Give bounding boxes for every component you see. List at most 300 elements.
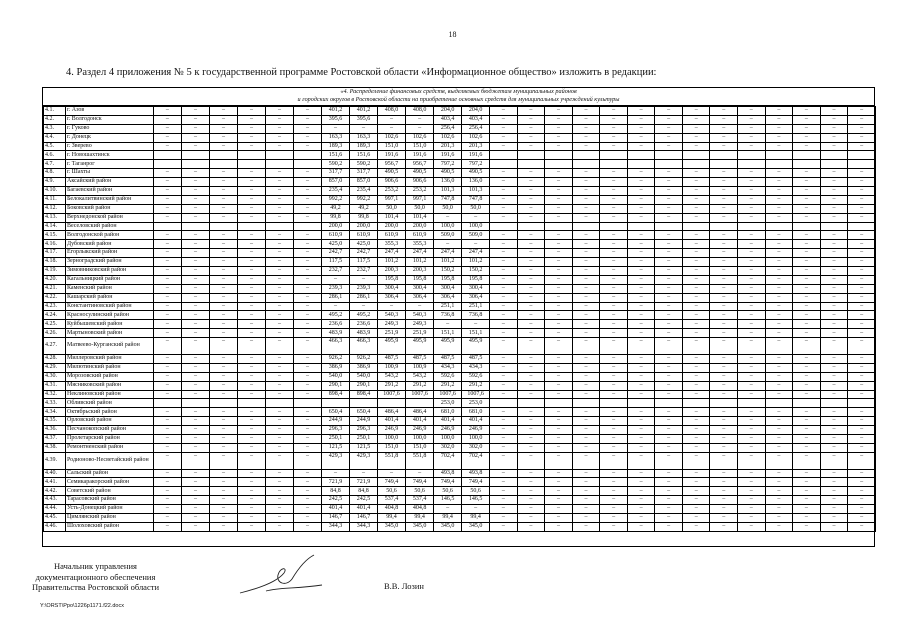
signature-line-3: Правительства Ростовской области (32, 582, 159, 592)
value-cell: – (572, 240, 600, 249)
value-cell: – (572, 469, 600, 478)
value-cell: – (545, 469, 573, 478)
value-cell (627, 399, 655, 408)
value-cell: – (765, 240, 793, 249)
value-cell (378, 399, 406, 408)
value-cell: 296,3 (322, 426, 350, 435)
value-cell: – (682, 452, 710, 469)
value-cell: – (153, 169, 181, 178)
value-cell: – (209, 275, 237, 284)
value-cell: 408,0 (378, 107, 406, 116)
value-cell: – (848, 249, 876, 258)
value-cell: 151,6 (322, 151, 350, 160)
value-cell: 395,6 (350, 115, 378, 124)
value-cell: – (517, 258, 545, 267)
value-cell: – (627, 240, 655, 249)
value-cell: – (153, 133, 181, 142)
value-cell: – (738, 426, 766, 435)
value-cell: – (710, 338, 738, 355)
value-cell: 286,1 (350, 293, 378, 302)
value-cell: – (820, 213, 848, 222)
value-cell: – (294, 293, 322, 302)
value-cell: – (181, 302, 209, 311)
value-cell: – (265, 107, 293, 116)
value-cell: – (600, 267, 628, 276)
value-cell: – (265, 178, 293, 187)
value-cell: – (209, 204, 237, 213)
row-number-cell: 4.3. (44, 124, 66, 133)
value-cell: – (710, 363, 738, 372)
value-cell (517, 160, 545, 169)
value-cell: 395,6 (322, 115, 350, 124)
value-cell: – (181, 522, 209, 531)
value-cell: – (545, 240, 573, 249)
value-cell: 200,3 (378, 267, 406, 276)
value-cell: – (793, 434, 821, 443)
row-number-cell: 4.45. (44, 514, 66, 523)
district-name-cell: Багаевский район (65, 187, 153, 196)
table-row (44, 293, 876, 302)
value-cell (545, 222, 573, 231)
value-cell: – (682, 514, 710, 523)
value-cell: – (848, 478, 876, 487)
table-row (44, 222, 876, 231)
value-cell: – (600, 372, 628, 381)
value-cell (517, 222, 545, 231)
value-cell: 702,4 (462, 452, 490, 469)
value-cell: 345,0 (406, 522, 434, 531)
value-cell: – (462, 240, 490, 249)
value-cell (655, 399, 683, 408)
value-cell: – (848, 390, 876, 399)
value-cell: – (237, 443, 265, 452)
value-cell: – (682, 329, 710, 338)
row-number-cell: 4.32. (44, 390, 66, 399)
value-cell: – (848, 178, 876, 187)
value-cell: – (237, 354, 265, 363)
value-cell: – (600, 178, 628, 187)
value-cell: – (237, 249, 265, 258)
value-cell: 253,0 (434, 399, 462, 408)
value-cell (682, 399, 710, 408)
value-cell: – (294, 107, 322, 116)
value-cell: – (765, 284, 793, 293)
value-cell (237, 160, 265, 169)
value-cell: – (153, 496, 181, 505)
value-cell: – (738, 417, 766, 426)
value-cell: – (153, 240, 181, 249)
value-cell: 236,6 (350, 320, 378, 329)
value-cell: – (181, 320, 209, 329)
value-cell: – (294, 133, 322, 142)
value-cell: – (682, 354, 710, 363)
value-cell: – (738, 115, 766, 124)
value-cell: – (490, 267, 518, 276)
value-cell: – (572, 408, 600, 417)
value-cell: – (181, 469, 209, 478)
row-number-cell: 4.1. (44, 107, 66, 116)
value-cell: – (153, 302, 181, 311)
value-cell: 201,3 (462, 142, 490, 151)
value-cell: – (265, 390, 293, 399)
value-cell: 429,3 (350, 452, 378, 469)
district-name-cell: Сальский район (65, 469, 153, 478)
value-cell: – (294, 311, 322, 320)
value-cell: – (738, 204, 766, 213)
value-cell: – (627, 354, 655, 363)
value-cell: 306,4 (434, 293, 462, 302)
value-cell: 610,9 (378, 231, 406, 240)
value-cell: – (209, 169, 237, 178)
value-cell: – (153, 267, 181, 276)
value-cell: – (627, 231, 655, 240)
value-cell: 434,3 (434, 363, 462, 372)
value-cell: – (153, 522, 181, 531)
value-cell: – (710, 354, 738, 363)
value-cell: – (710, 372, 738, 381)
value-cell: – (490, 293, 518, 302)
value-cell: – (153, 187, 181, 196)
value-cell: – (153, 249, 181, 258)
value-cell: – (682, 496, 710, 505)
value-cell: – (682, 338, 710, 355)
value-cell: – (490, 302, 518, 311)
value-cell: – (848, 258, 876, 267)
value-cell: – (294, 213, 322, 222)
value-cell: – (517, 505, 545, 514)
value-cell: – (600, 443, 628, 452)
value-cell: – (738, 372, 766, 381)
district-name-cell: Морозовский район (65, 372, 153, 381)
district-name-cell: г. Азов (65, 107, 153, 116)
table-row (44, 258, 876, 267)
value-cell: – (600, 249, 628, 258)
value-cell: – (820, 381, 848, 390)
district-name-cell: Миллеровский район (65, 354, 153, 363)
value-cell: – (237, 195, 265, 204)
value-cell: – (710, 390, 738, 399)
value-cell: 540,0 (322, 372, 350, 381)
value-cell: – (848, 231, 876, 240)
row-number-cell: 4.2. (44, 115, 66, 124)
handwritten-signature (236, 553, 326, 603)
row-number-cell: 4.46. (44, 522, 66, 531)
value-cell: 401,4 (462, 417, 490, 426)
value-cell: 355,3 (378, 240, 406, 249)
value-cell: – (572, 354, 600, 363)
table-row (44, 443, 876, 452)
value-cell: – (655, 496, 683, 505)
district-name-cell: Семикаракорский район (65, 478, 153, 487)
value-cell (682, 151, 710, 160)
value-cell: – (490, 231, 518, 240)
value-cell: – (682, 267, 710, 276)
value-cell (793, 151, 821, 160)
value-cell: – (848, 338, 876, 355)
value-cell: – (600, 478, 628, 487)
value-cell: – (820, 258, 848, 267)
district-name-cell: г. Таганрог (65, 160, 153, 169)
value-cell: – (294, 329, 322, 338)
value-cell: – (153, 505, 181, 514)
value-cell (655, 160, 683, 169)
value-cell: 239,3 (322, 284, 350, 293)
value-cell: 386,9 (350, 363, 378, 372)
value-cell: – (490, 372, 518, 381)
value-cell: – (181, 142, 209, 151)
value-cell: – (793, 115, 821, 124)
value-cell: – (572, 390, 600, 399)
value-cell: – (265, 231, 293, 240)
value-cell: 749,4 (434, 478, 462, 487)
value-cell: – (545, 505, 573, 514)
value-cell: – (627, 249, 655, 258)
value-cell: – (237, 381, 265, 390)
row-number-cell: 4.40. (44, 469, 66, 478)
row-number-cell: 4.20. (44, 275, 66, 284)
value-cell: – (848, 417, 876, 426)
value-cell: – (350, 124, 378, 133)
value-cell: – (600, 115, 628, 124)
value-cell: – (655, 187, 683, 196)
value-cell: – (738, 240, 766, 249)
value-cell: – (682, 381, 710, 390)
value-cell: 408,0 (406, 107, 434, 116)
value-cell (820, 222, 848, 231)
value-cell: 681,0 (462, 408, 490, 417)
value-cell: – (322, 124, 350, 133)
value-cell: – (600, 363, 628, 372)
value-cell (265, 399, 293, 408)
value-cell: – (627, 363, 655, 372)
value-cell: – (517, 249, 545, 258)
value-cell: – (793, 443, 821, 452)
value-cell: – (545, 408, 573, 417)
district-name-cell: Пролетарский район (65, 434, 153, 443)
value-cell: – (181, 258, 209, 267)
value-cell: – (682, 115, 710, 124)
value-cell: 345,0 (434, 522, 462, 531)
value-cell: – (572, 417, 600, 426)
table-caption (43, 88, 874, 106)
value-cell: – (265, 505, 293, 514)
value-cell: – (209, 115, 237, 124)
value-cell: 487,5 (406, 354, 434, 363)
value-cell: 898,4 (350, 390, 378, 399)
value-cell: – (600, 390, 628, 399)
value-cell: – (655, 514, 683, 523)
value-cell: – (848, 434, 876, 443)
value-cell: – (682, 133, 710, 142)
value-cell: 592,6 (434, 372, 462, 381)
value-cell: 151,1 (462, 329, 490, 338)
value-cell: – (490, 514, 518, 523)
value-cell: – (572, 195, 600, 204)
district-name-cell: г. Новошахтинск (65, 151, 153, 160)
district-name-cell: Песчанокопский район (65, 426, 153, 435)
value-cell: – (209, 231, 237, 240)
value-cell: 540,0 (350, 372, 378, 381)
value-cell: – (655, 275, 683, 284)
row-number-cell: 4.6. (44, 151, 66, 160)
value-cell: 146,5 (434, 496, 462, 505)
value-cell: – (738, 249, 766, 258)
value-cell: – (820, 267, 848, 276)
value-cell: 401,4 (322, 505, 350, 514)
value-cell: – (710, 514, 738, 523)
value-cell: 749,4 (406, 478, 434, 487)
value-cell: – (545, 133, 573, 142)
value-cell: – (793, 426, 821, 435)
value-cell: – (655, 213, 683, 222)
value-cell: – (765, 417, 793, 426)
value-cell: – (710, 204, 738, 213)
value-cell: – (710, 187, 738, 196)
value-cell: – (294, 204, 322, 213)
value-cell: – (490, 213, 518, 222)
value-cell: – (793, 329, 821, 338)
value-cell: – (710, 293, 738, 302)
value-cell: – (350, 302, 378, 311)
value-cell: 251,1 (462, 302, 490, 311)
value-cell: 256,4 (434, 124, 462, 133)
value-cell: 403,4 (462, 115, 490, 124)
value-cell: – (153, 195, 181, 204)
value-cell: – (627, 443, 655, 452)
value-cell: – (738, 142, 766, 151)
value-cell: 997,1 (406, 195, 434, 204)
value-cell: 736,8 (434, 311, 462, 320)
table-row (44, 275, 876, 284)
value-cell: 291,2 (378, 381, 406, 390)
value-cell: 490,5 (378, 169, 406, 178)
value-cell: – (209, 107, 237, 116)
distribution-table-frame (42, 87, 875, 547)
district-name-cell: Тарасовский район (65, 496, 153, 505)
value-cell: – (517, 329, 545, 338)
value-cell: – (820, 426, 848, 435)
value-cell (209, 160, 237, 169)
value-cell: – (517, 487, 545, 496)
value-cell: – (682, 320, 710, 329)
value-cell: – (181, 195, 209, 204)
value-cell: – (820, 178, 848, 187)
value-cell (793, 160, 821, 169)
value-cell: – (545, 231, 573, 240)
value-cell: – (545, 275, 573, 284)
value-cell: – (572, 293, 600, 302)
value-cell: – (209, 240, 237, 249)
value-cell: – (490, 443, 518, 452)
value-cell: – (181, 178, 209, 187)
value-cell: – (209, 187, 237, 196)
value-cell: – (545, 115, 573, 124)
value-cell: – (572, 187, 600, 196)
value-cell: – (627, 107, 655, 116)
value-cell: – (153, 452, 181, 469)
value-cell: – (265, 142, 293, 151)
value-cell: – (738, 443, 766, 452)
value-cell: – (848, 195, 876, 204)
value-cell: – (710, 302, 738, 311)
value-cell: – (572, 142, 600, 151)
value-cell: – (153, 107, 181, 116)
value-cell: – (710, 408, 738, 417)
value-cell: – (682, 142, 710, 151)
value-cell: – (294, 381, 322, 390)
value-cell: – (793, 267, 821, 276)
value-cell: – (209, 284, 237, 293)
row-number-cell: 4.7. (44, 160, 66, 169)
value-cell (237, 151, 265, 160)
value-cell: – (765, 267, 793, 276)
value-cell: – (793, 381, 821, 390)
table-row (44, 338, 876, 355)
value-cell (181, 222, 209, 231)
value-cell: 195,8 (462, 275, 490, 284)
value-cell: 992,2 (350, 195, 378, 204)
value-cell: 1007,6 (378, 390, 406, 399)
value-cell: – (490, 354, 518, 363)
value-cell: 244,9 (350, 417, 378, 426)
value-cell: – (237, 469, 265, 478)
value-cell: – (600, 187, 628, 196)
table-row (44, 408, 876, 417)
value-cell: – (490, 329, 518, 338)
value-cell: 317,7 (322, 169, 350, 178)
value-cell: – (545, 302, 573, 311)
value-cell: – (710, 320, 738, 329)
value-cell: – (153, 311, 181, 320)
value-cell: – (209, 514, 237, 523)
value-cell: 749,4 (378, 478, 406, 487)
value-cell: – (682, 478, 710, 487)
value-cell: – (517, 293, 545, 302)
value-cell: – (710, 267, 738, 276)
value-cell: – (434, 320, 462, 329)
value-cell: – (237, 372, 265, 381)
value-cell: 926,2 (350, 354, 378, 363)
value-cell: – (682, 187, 710, 196)
value-cell: – (820, 240, 848, 249)
value-cell: 84,8 (350, 487, 378, 496)
value-cell: – (490, 204, 518, 213)
value-cell: – (517, 452, 545, 469)
value-cell: – (655, 452, 683, 469)
value-cell: – (572, 320, 600, 329)
value-cell: – (793, 496, 821, 505)
value-cell: – (655, 469, 683, 478)
value-cell: – (682, 434, 710, 443)
row-number-cell: 4.27. (44, 338, 66, 355)
value-cell: – (237, 302, 265, 311)
value-cell: – (848, 329, 876, 338)
value-cell: – (294, 505, 322, 514)
value-cell: – (738, 187, 766, 196)
value-cell: – (600, 124, 628, 133)
value-cell: – (627, 284, 655, 293)
value-cell: – (848, 363, 876, 372)
value-cell: – (153, 142, 181, 151)
value-cell: – (600, 169, 628, 178)
value-cell (655, 222, 683, 231)
value-cell: – (848, 311, 876, 320)
district-name-cell: Цимлянский район (65, 514, 153, 523)
value-cell: – (820, 249, 848, 258)
signature-line-1: Начальник управления (54, 561, 137, 571)
value-cell: – (153, 434, 181, 443)
value-cell: 302,0 (462, 443, 490, 452)
